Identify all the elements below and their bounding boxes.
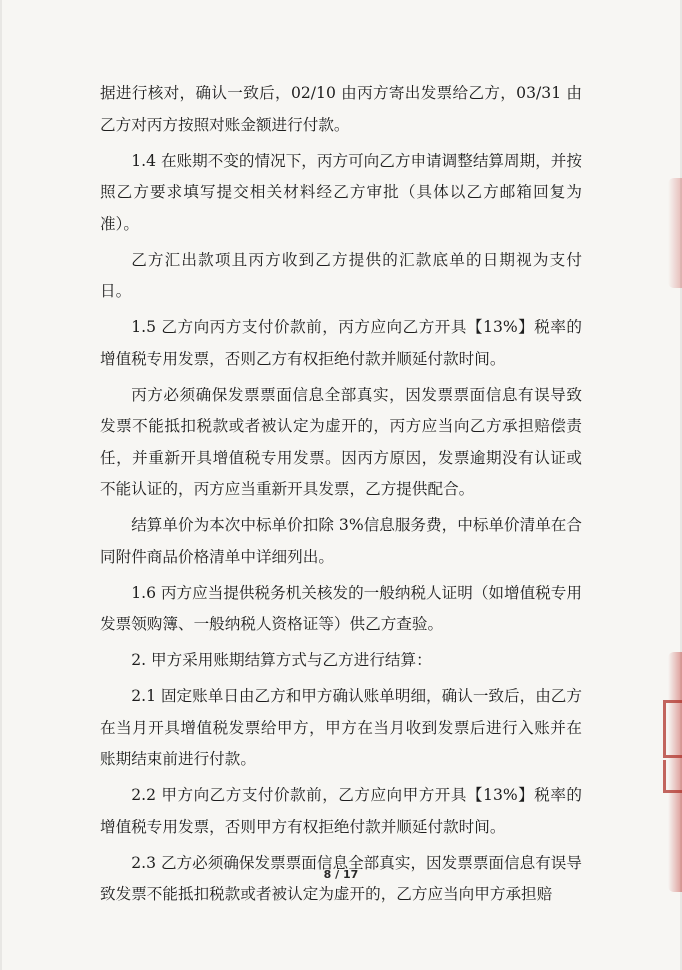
paragraph-continued: 据进行核对，确认一致后，02/10 由丙方寄出发票给乙方，03/31 由乙方对丙方按照对账金额进行付款。 xyxy=(100,84,582,134)
paragraph-invoice-accuracy: 丙方必须确保发票票面信息全部真实，因发票票面信息有误导致发票不能抵扣税款或者被认定为虚开的，丙方应当向乙方承担赔偿责任，并重新开具增值税专用发票。因丙方原因，发票逾期没有认证或不能认证的，丙方应当重新开具发票，乙方提供配合。 xyxy=(100,385,582,498)
scan-edge-left xyxy=(0,0,2,970)
paragraph-clause-1-4: 1.4 在账期不变的情况下，丙方可向乙方申请调整结算周期，并按照乙方要求填写提交相关材料经乙方审批（具体以乙方邮箱回复为准）。 xyxy=(100,151,582,233)
paragraph-clause-1-5: 1.5 乙方向丙方支付价款前，丙方应向乙方开具【13%】税率的增值税专用发票，否则乙方有权拒绝付款并顺延付款时间。 xyxy=(100,318,582,368)
paragraph-clause-2-3: 2.3 乙方必须确保发票票面信息全部真实，因发票票面信息有误导致发票不能抵扣税款或者被认定为虚开的，乙方应当向甲方承担赔 xyxy=(100,853,582,903)
paragraph-payment-date: 乙方汇出款项且丙方收到乙方提供的汇款底单的日期视为支付日。 xyxy=(100,250,582,300)
paragraph-section-2: 2. 甲方采用账期结算方式与乙方进行结算： xyxy=(131,651,432,669)
seal-fragment xyxy=(668,178,682,288)
page-number: 8 / 17 xyxy=(323,868,359,881)
paragraph-unit-price: 结算单价为本次中标单价扣除 3%信息服务费，中标单价清单在合同附件商品价格清单中详细列出。 xyxy=(100,516,582,566)
contract-body xyxy=(100,78,582,915)
paragraph-clause-2-1: 2.1 固定账单日由乙方和甲方确认账单明细，确认一致后，由乙方在当月开具增值税发票给甲方，甲方在当月收到发票后进行入账并在账期结束前进行付款。 xyxy=(100,687,582,768)
paragraph-clause-2-2: 2.2 甲方向乙方支付价款前，乙方应向甲方开具【13%】税率的增值税专用发票，否则甲方有权拒绝付款并顺延付款时间。 xyxy=(100,786,582,836)
seal-stroke xyxy=(663,700,682,758)
paragraph-clause-1-6: 1.6 丙方应当提供税务机关核发的一般纳税人证明（如增值税专用发票领购簿、一般纳税人资格证等）供乙方查验。 xyxy=(100,583,582,633)
seal-stroke xyxy=(663,760,682,793)
